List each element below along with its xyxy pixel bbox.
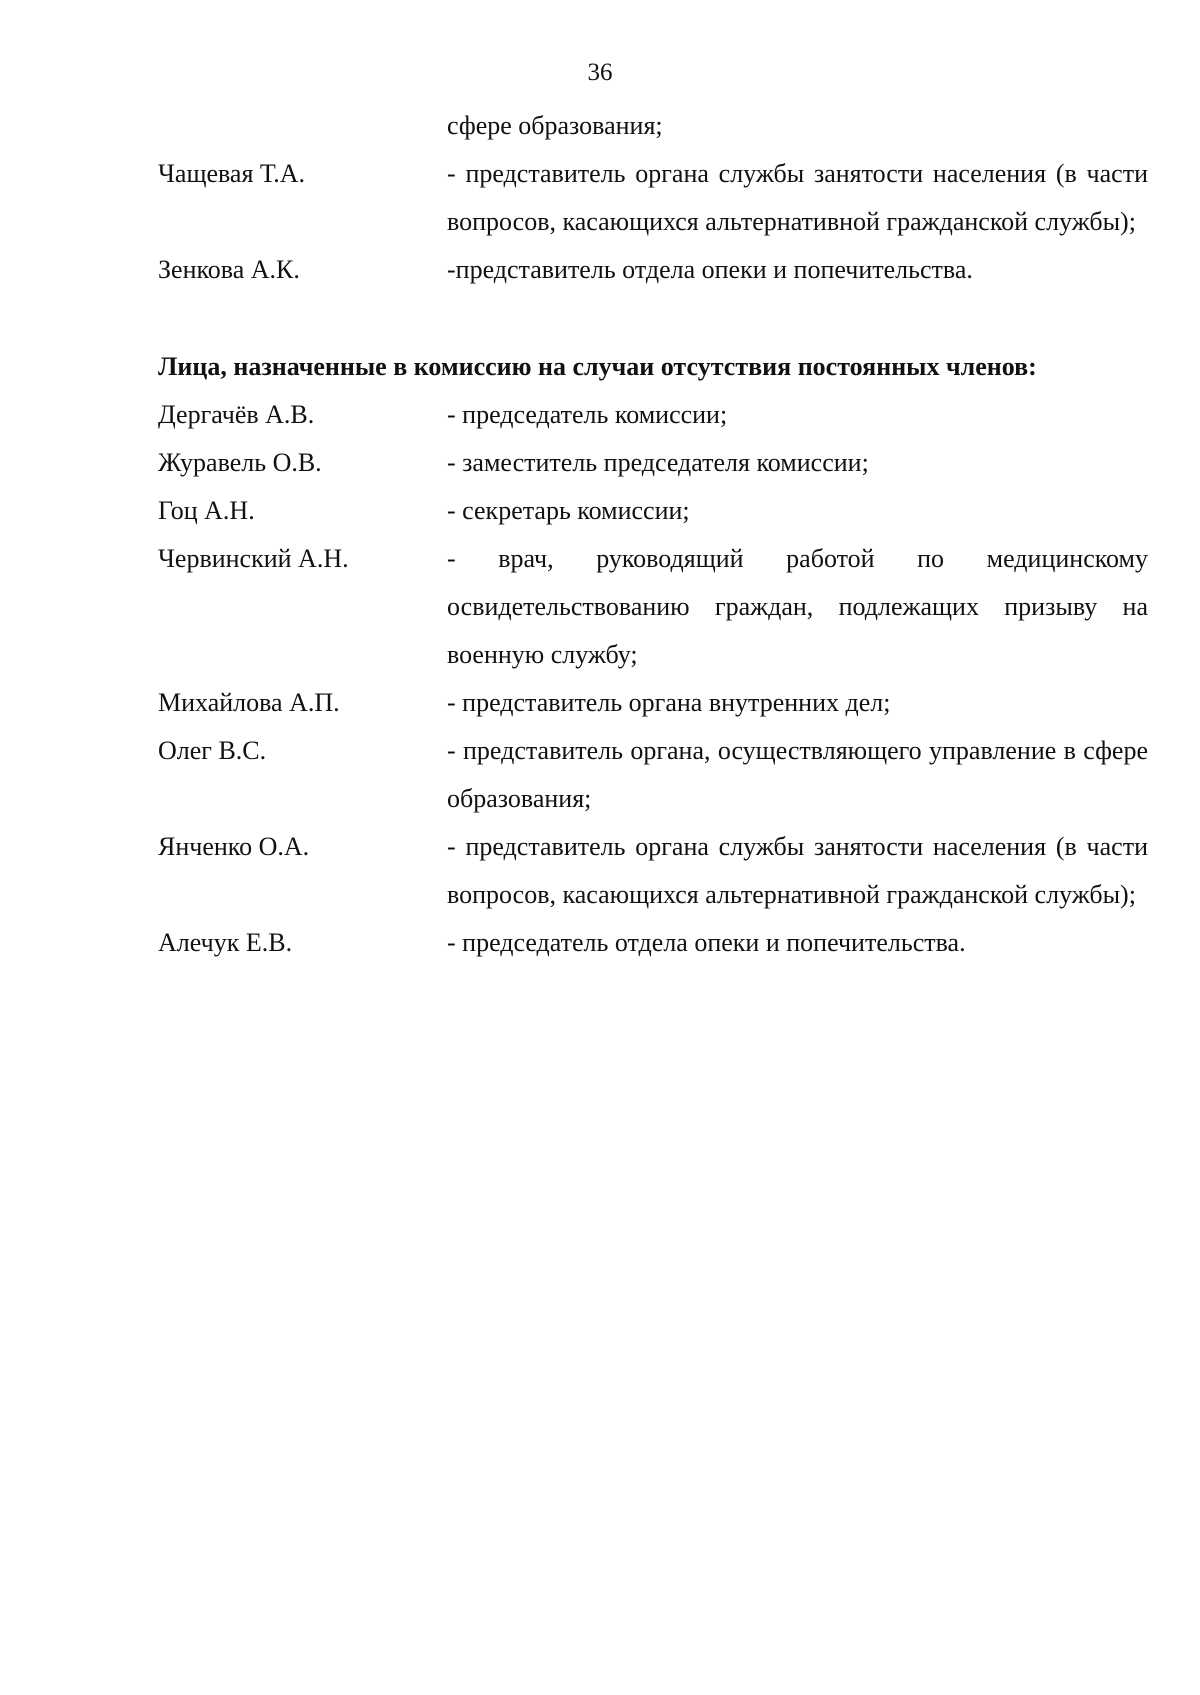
member-row	[158, 246, 1148, 294]
member-role: - председатель отдела опеки и попечительства.	[447, 928, 966, 957]
member-role: - председатель комиссии;	[447, 400, 728, 429]
member-row	[158, 487, 1148, 535]
member-name: Алечук Е.В.	[158, 928, 293, 957]
member-role: - представитель органа службы занятости населения (в части вопросов, касающихся альтернативной гражданской службы);	[447, 832, 1148, 909]
member-role: - представитель органа, осуществляющего управление в сфере образования;	[447, 736, 1148, 813]
section-heading: Лица, назначенные в комиссию на случаи отсутствия постоянных членов:	[158, 352, 1037, 381]
member-row	[158, 823, 1148, 919]
member-name: Зенкова А.К.	[158, 255, 300, 284]
member-name: Гоц А.Н.	[158, 496, 255, 525]
member-role: - представитель органа внутренних дел;	[447, 688, 891, 717]
member-name: Олег В.С.	[158, 736, 267, 765]
continuation-text: сфере образования;	[447, 111, 663, 140]
member-role: - врач, руководящий работой по медицинскому освидетельствованию граждан, подлежащих призыву на военную службу;	[447, 544, 1148, 669]
member-row	[158, 679, 1148, 727]
member-role: -представитель отдела опеки и попечительства.	[447, 255, 973, 284]
member-name: Дергачёв А.В.	[158, 400, 315, 429]
member-name: Чащевая Т.А.	[158, 159, 305, 188]
page-number: 36	[587, 59, 613, 86]
member-name: Червинский А.Н.	[158, 544, 349, 573]
member-row	[158, 150, 1148, 246]
member-role: - секретарь комиссии;	[447, 496, 690, 525]
member-row	[158, 391, 1148, 439]
member-name: Журавель О.В.	[158, 448, 322, 477]
member-row	[158, 919, 1148, 967]
member-row	[158, 727, 1148, 823]
member-row	[158, 535, 1148, 679]
member-role: - представитель органа службы занятости населения (в части вопросов, касающихся альтернативной гражданской службы);	[447, 159, 1148, 236]
member-name: Михайлова А.П.	[158, 688, 340, 717]
member-row	[158, 439, 1148, 487]
member-role: - заместитель председателя комиссии;	[447, 448, 869, 477]
member-name: Янченко О.А.	[158, 832, 310, 861]
document-content	[158, 102, 1148, 967]
